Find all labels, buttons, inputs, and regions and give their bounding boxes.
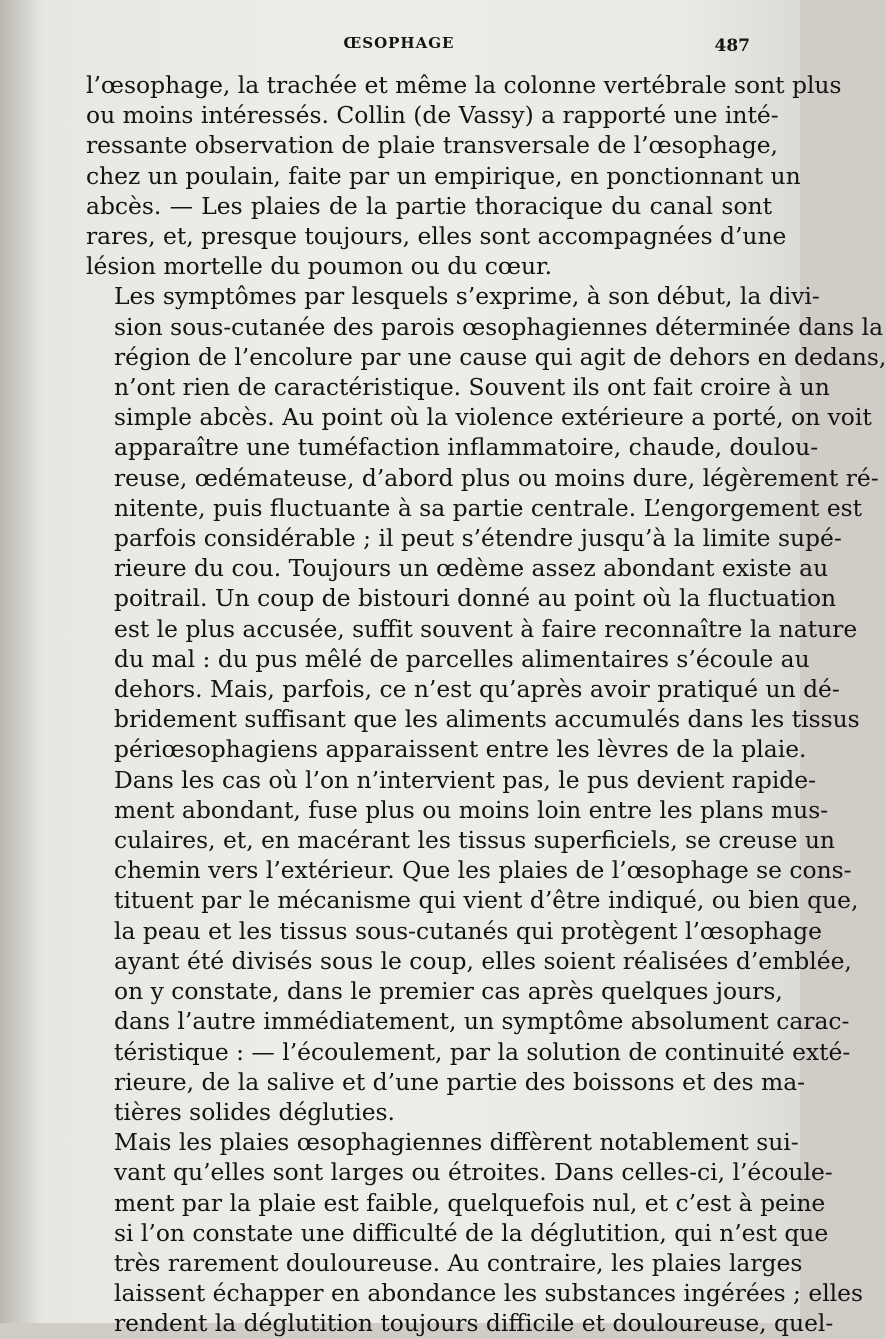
text-line: tituent par le mécanisme qui vient d’être indiqué, ou bien que,: [114, 886, 859, 915]
text-line: téristique : — l’écoulement, par la solution de continuité exté-: [114, 1037, 851, 1066]
text-line: si l’on constate une difficulté de la déglutition, qui n’est que: [114, 1218, 829, 1247]
text-line: ment par la plaie est faible, quelquefois nul, et c’est à peine: [114, 1188, 826, 1217]
text-line: région de l’encolure par une cause qui agit de dehors en dedans,: [114, 342, 886, 371]
paragraph: [86, 70, 842, 281]
binding-shadow: [0, 0, 40, 1323]
text-line: parfois considérable ; il peut s’étendre jusqu’à la limite supé-: [114, 524, 842, 553]
text-line: chez un poulain, faite par un empirique, en ponctionnant un: [86, 161, 801, 190]
text-line: ment abondant, fuse plus ou moins loin entre les plans mus-: [114, 795, 829, 824]
text-line: vant qu’elles sont larges ou étroites. Dans celles-ci, l’écoule-: [114, 1158, 833, 1187]
paragraph: [86, 281, 886, 1127]
paragraph: [86, 1127, 864, 1338]
text-line: ou moins intéressés. Collin (de Vassy) a rapporté une inté-: [86, 101, 779, 130]
text-line: chemin vers l’extérieur. Que les plaies de l’œsophage se cons-: [114, 856, 852, 885]
text-line: laissent échapper en abondance les substances ingérées ; elles: [114, 1279, 864, 1308]
page-number: 487: [714, 36, 750, 56]
text-line: nitente, puis fluctuante à sa partie centrale. L’engorgement est: [114, 493, 863, 522]
text-line: n’ont rien de caractéristique. Souvent ils ont fait croire à un: [114, 373, 830, 402]
text-line: sion sous-cutanée des parois œsophagiennes déterminée dans la: [114, 312, 884, 341]
text-line: poitrail. Un coup de bistouri donné au point où la fluctuation: [114, 584, 837, 613]
text-line: du mal : du pus mêlé de parcelles alimentaires s’écoule au: [114, 644, 810, 673]
text-line: dehors. Mais, parfois, ce n’est qu’après avoir pratiqué un dé-: [114, 675, 840, 704]
text-line: Les symptômes par lesquels s’exprime, à son début, la divi-: [114, 282, 820, 311]
text-line: rendent la déglutition toujours difficile et douloureuse, quel-: [114, 1309, 834, 1338]
body-text: [86, 70, 886, 1339]
text-line: dans l’autre immédiatement, un symptôme absolument carac-: [114, 1007, 850, 1036]
text-line: ayant été divisés sous le coup, elles soient réalisées d’emblée,: [114, 946, 852, 975]
page-header: [86, 30, 772, 56]
text-line: simple abcès. Au point où la violence extérieure a porté, on voit: [114, 403, 872, 432]
text-line: apparaître une tuméfaction inflammatoire, chaude, doulou-: [114, 433, 819, 462]
text-line: abcès. — Les plaies de la partie thoracique du canal sont: [86, 191, 772, 220]
text-line: lésion mortelle du poumon ou du cœur.: [86, 252, 553, 281]
text-line: Dans les cas où l’on n’intervient pas, le pus devient rapide-: [114, 765, 817, 794]
text-line: on y constate, dans le premier cas après quelques jours,: [114, 977, 783, 1006]
text-line: très rarement douloureuse. Au contraire, les plaies larges: [114, 1248, 803, 1277]
text-line: tières solides dégluties.: [114, 1097, 395, 1126]
text-line: bridement suffisant que les aliments accumulés dans les tissus: [114, 705, 860, 734]
text-line: est le plus accusée, suffit souvent à faire reconnaître la nature: [114, 614, 858, 643]
text-line: périœsophagiens apparaissent entre les lèvres de la plaie.: [114, 735, 807, 764]
text-line: Mais les plaies œsophagiennes diffèrent notablement sui-: [114, 1128, 799, 1157]
text-line: l’œsophage, la trachée et même la colonne vertébrale sont plus: [86, 71, 842, 99]
text-line: rares, et, presque toujours, elles sont accompagnées d’une: [86, 222, 787, 251]
text-line: la peau et les tissus sous-cutanés qui protègent l’œsophage: [114, 916, 822, 945]
text-line: rieure, de la salive et d’une partie des boissons et des ma-: [114, 1067, 806, 1096]
text-line: reuse, œdémateuse, d’abord plus ou moins dure, légèrement ré-: [114, 463, 879, 492]
text-line: rieure du cou. Toujours un œdème assez abondant existe au: [114, 554, 829, 583]
running-title: ŒSOPHAGE: [343, 34, 455, 52]
text-line: culaires, et, en macérant les tissus superficiels, se creuse un: [114, 826, 835, 855]
text-line: ressante observation de plaie transversale de l’œsophage,: [86, 131, 778, 160]
